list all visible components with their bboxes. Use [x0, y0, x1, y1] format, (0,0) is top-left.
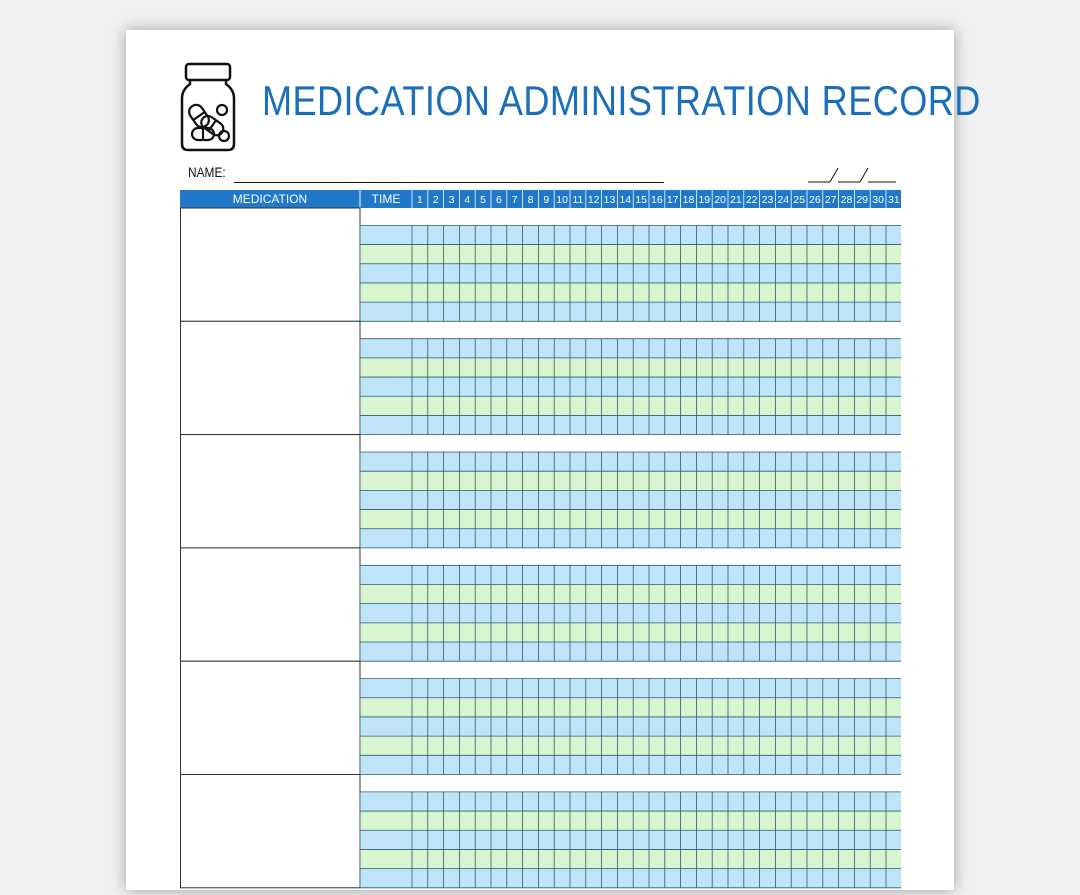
header-day-11: 11 [572, 194, 584, 206]
header-day-25: 25 [793, 194, 805, 206]
time-row[interactable] [360, 245, 901, 264]
header-day-8: 8 [527, 194, 534, 206]
time-row[interactable] [360, 623, 901, 642]
page-title: MEDICATION ADMINISTRATION RECORD [262, 77, 981, 124]
header-day-26: 26 [809, 194, 821, 206]
time-row[interactable] [360, 584, 901, 603]
header-day-4: 4 [464, 194, 471, 206]
header-day-19: 19 [698, 194, 711, 206]
time-row[interactable] [360, 849, 901, 868]
time-row[interactable] [360, 396, 901, 415]
header-day-15: 15 [635, 194, 647, 206]
time-row[interactable] [360, 642, 901, 661]
time-row[interactable] [360, 679, 901, 698]
time-row[interactable] [360, 283, 901, 302]
name-field[interactable] [234, 182, 664, 183]
time-row[interactable] [360, 490, 901, 509]
time-row[interactable] [360, 339, 901, 358]
medication-cell[interactable] [181, 208, 361, 321]
header-day-31: 31 [888, 194, 900, 206]
header-day-9: 9 [543, 194, 550, 206]
header-medication: MEDICATION [232, 192, 308, 206]
medication-cell[interactable] [181, 435, 361, 548]
time-row[interactable] [360, 264, 901, 283]
header-day-18: 18 [682, 194, 695, 206]
record-page [126, 30, 981, 890]
time-row[interactable] [360, 377, 901, 396]
time-row[interactable] [360, 755, 901, 774]
time-row[interactable] [360, 302, 901, 321]
header-day-16: 16 [651, 194, 663, 206]
header-day-28: 28 [840, 194, 853, 206]
header-day-24: 24 [777, 194, 790, 206]
name-label: NAME: [188, 164, 226, 180]
header-day-29: 29 [856, 194, 869, 206]
time-row[interactable] [360, 830, 901, 849]
time-row[interactable] [360, 471, 901, 490]
time-row[interactable] [360, 358, 901, 377]
header-day-20: 20 [714, 194, 726, 206]
header-day-13: 13 [603, 194, 616, 206]
header-day-23: 23 [761, 194, 774, 206]
mar-grid [180, 190, 901, 890]
header-time: TIME [371, 192, 401, 206]
medication-cell[interactable] [181, 661, 361, 774]
header-day-21: 21 [730, 194, 742, 206]
header-day-7: 7 [511, 194, 518, 206]
header-day-22: 22 [745, 194, 758, 206]
header-day-10: 10 [556, 194, 568, 206]
medication-cell[interactable] [181, 775, 361, 888]
time-row[interactable] [360, 565, 901, 584]
header-day-3: 3 [448, 194, 455, 206]
header-day-2: 2 [432, 194, 439, 206]
time-row[interactable] [360, 717, 901, 736]
time-row[interactable] [360, 452, 901, 471]
time-row[interactable] [360, 225, 901, 244]
time-row[interactable] [360, 415, 901, 434]
header-day-27: 27 [824, 194, 837, 206]
header-day-1: 1 [416, 194, 423, 206]
header-day-6: 6 [495, 194, 502, 206]
time-row[interactable] [360, 792, 901, 811]
header-day-5: 5 [480, 194, 487, 206]
header-day-14: 14 [619, 194, 632, 206]
medication-cell[interactable] [181, 548, 361, 661]
time-row[interactable] [360, 529, 901, 548]
header-day-17: 17 [666, 194, 679, 206]
header-day-12: 12 [587, 194, 600, 206]
time-row[interactable] [360, 698, 901, 717]
medication-cell[interactable] [181, 321, 361, 434]
time-row[interactable] [360, 811, 901, 830]
header-day-30: 30 [872, 194, 884, 206]
time-row[interactable] [360, 869, 901, 888]
time-row[interactable] [360, 604, 901, 623]
date-field[interactable] [808, 166, 898, 184]
time-row[interactable] [360, 510, 901, 529]
time-row[interactable] [360, 736, 901, 755]
pill-bottle-icon [180, 62, 236, 152]
mar-table [180, 190, 901, 895]
